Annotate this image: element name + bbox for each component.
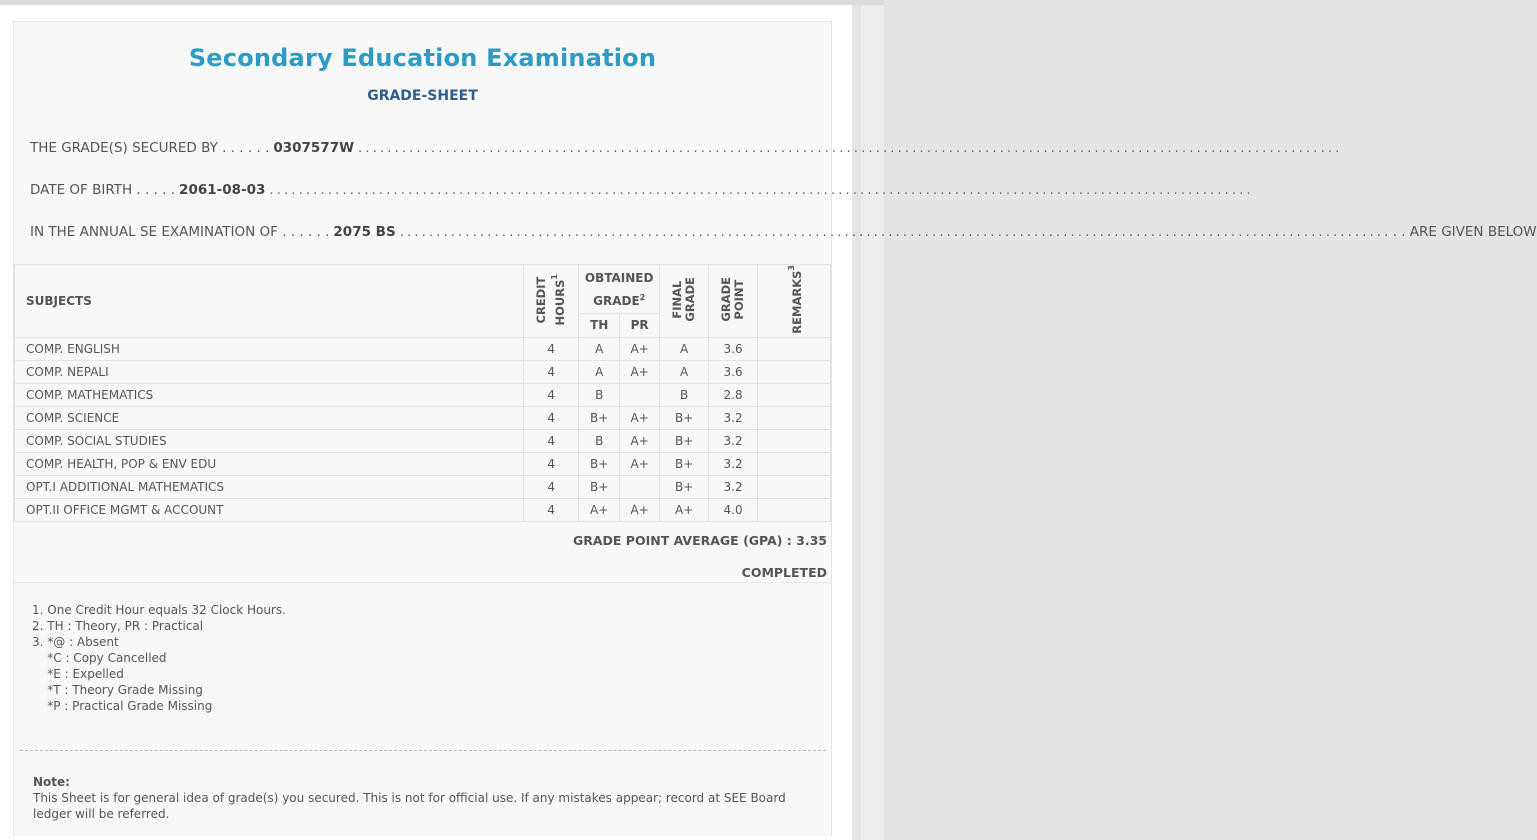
gp-cell: 3.6 xyxy=(709,360,758,383)
credit-cell: 4 xyxy=(524,498,579,521)
gpa-summary: GRADE POINT AVERAGE (GPA) : 3.35 xyxy=(572,533,827,548)
secured-by-label: THE GRADE(S) SECURED BY . . . . . . xyxy=(30,140,270,156)
pr-cell: A+ xyxy=(620,337,660,360)
pr-cell xyxy=(620,475,660,498)
footnote-item: 1. One Credit Hour equals 32 Clock Hours. xyxy=(32,603,286,617)
footnotes xyxy=(32,602,286,714)
obtained-grade-header: OBTAINED GRADE$^2$ xyxy=(579,265,660,314)
table-row xyxy=(15,383,831,406)
subject-cell: COMP. SCIENCE xyxy=(15,406,524,429)
grades-table xyxy=(14,264,831,522)
remarks-cell xyxy=(758,452,831,475)
dob-line xyxy=(30,182,1254,204)
grade-point-header: GRADE POINT xyxy=(709,265,758,338)
dotted-leader: ....................................................................................................................................... xyxy=(399,224,1385,240)
exam-year: 2075 BS xyxy=(333,224,396,240)
final-cell: A+ xyxy=(660,498,709,521)
final-cell: B+ xyxy=(660,406,709,429)
disclaimer-note xyxy=(33,774,813,822)
gp-cell: 3.2 xyxy=(709,452,758,475)
pr-cell: A+ xyxy=(620,360,660,383)
final-cell: A xyxy=(660,337,709,360)
th-cell: A+ xyxy=(579,498,620,521)
table-row xyxy=(15,452,831,475)
table-row xyxy=(15,498,831,521)
dob-value: 2061-08-03 xyxy=(179,182,266,198)
symbol-number: 0307577W xyxy=(273,140,354,156)
table-row xyxy=(15,360,831,383)
footnote-item: *P : Practical Grade Missing xyxy=(32,699,213,713)
credit-cell: 4 xyxy=(524,406,579,429)
th-cell: A xyxy=(579,360,620,383)
credit-cell: 4 xyxy=(524,429,579,452)
table-row xyxy=(15,429,831,452)
th-cell: B xyxy=(579,383,620,406)
remarks-cell xyxy=(758,360,831,383)
footnote-item: *E : Expelled xyxy=(32,667,124,681)
footnote-item: *C : Copy Cancelled xyxy=(32,651,167,665)
scrollbar-track[interactable] xyxy=(861,5,884,840)
remarks-cell xyxy=(758,383,831,406)
result-status: COMPLETED xyxy=(741,565,827,580)
remarks-cell xyxy=(758,475,831,498)
subject-cell: COMP. NEPALI xyxy=(15,360,524,383)
page-title: Secondary Education Examination xyxy=(188,44,657,72)
th-cell: B+ xyxy=(579,452,620,475)
gp-cell: 3.2 xyxy=(709,475,758,498)
dotted-leader: ....................................................................................................................................... xyxy=(269,182,1254,198)
pr-cell: A+ xyxy=(620,429,660,452)
credit-cell: 4 xyxy=(524,383,579,406)
final-cell: A xyxy=(660,360,709,383)
subject-cell: OPT.I ADDITIONAL MATHEMATICS xyxy=(15,475,524,498)
exam-line xyxy=(30,224,1537,246)
page-subtitle: GRADE-SHEET xyxy=(367,88,478,104)
subject-cell: OPT.II OFFICE MGMT & ACCOUNT xyxy=(15,498,524,521)
dashed-divider xyxy=(20,750,826,751)
table-row xyxy=(15,406,831,429)
secured-by-line xyxy=(30,140,1343,162)
th-cell: B+ xyxy=(579,475,620,498)
pr-cell: A+ xyxy=(620,498,660,521)
note-text: This Sheet is for general idea of grade(s) you secured. This is not for official use. If any mistakes appear; record at SEE Board ledger will be referred. xyxy=(33,791,786,821)
credit-cell: 4 xyxy=(524,452,579,475)
dotted-leader: ....................................................................................................................................... xyxy=(358,140,1343,156)
credit-cell: 4 xyxy=(524,337,579,360)
remarks-header: REMARKS$^3$ xyxy=(758,265,831,338)
final-cell: B+ xyxy=(660,452,709,475)
table-row xyxy=(15,337,831,360)
pr-cell: A+ xyxy=(620,406,660,429)
pr-cell xyxy=(620,383,660,406)
pr-header: PR xyxy=(620,313,660,337)
section-divider xyxy=(14,582,831,583)
remarks-cell xyxy=(758,498,831,521)
gp-cell: 2.8 xyxy=(709,383,758,406)
gp-cell: 3.2 xyxy=(709,406,758,429)
th-header: TH xyxy=(579,313,620,337)
table-row xyxy=(15,475,831,498)
gp-cell: 4.0 xyxy=(709,498,758,521)
exam-tail: . . . ARE GIVEN BELOW xyxy=(1384,224,1537,240)
final-cell: B+ xyxy=(660,475,709,498)
footnote-item: 2. TH : Theory, PR : Practical xyxy=(32,619,204,633)
final-cell: B+ xyxy=(660,429,709,452)
footnote-item: *T : Theory Grade Missing xyxy=(32,683,203,697)
th-cell: B xyxy=(579,429,620,452)
remarks-cell xyxy=(758,406,831,429)
gp-cell: 3.2 xyxy=(709,429,758,452)
subject-cell: COMP. HEALTH, POP & ENV EDU xyxy=(15,452,524,475)
subject-cell: COMP. ENGLISH xyxy=(15,337,524,360)
exam-label: IN THE ANNUAL SE EXAMINATION OF . . . . . . xyxy=(30,224,330,240)
th-cell: B+ xyxy=(579,406,620,429)
final-cell: B xyxy=(660,383,709,406)
credit-cell: 4 xyxy=(524,475,579,498)
subject-cell: COMP. MATHEMATICS xyxy=(15,383,524,406)
grade-sheet xyxy=(13,21,1537,836)
remarks-cell xyxy=(758,337,831,360)
gp-cell: 3.6 xyxy=(709,337,758,360)
subject-cell: COMP. SOCIAL STUDIES xyxy=(15,429,524,452)
pr-cell: A+ xyxy=(620,452,660,475)
footnote-item: 3. *@ : Absent xyxy=(32,635,119,649)
th-cell: A xyxy=(579,337,620,360)
credit-hours-header: CREDIT HOURS$^1$ xyxy=(524,265,579,338)
remarks-cell xyxy=(758,429,831,452)
subjects-header: SUBJECTS xyxy=(15,265,524,338)
note-heading: Note: xyxy=(33,775,70,789)
dob-label: DATE OF BIRTH . . . . . xyxy=(30,182,176,198)
credit-cell: 4 xyxy=(524,360,579,383)
final-grade-header: FINAL GRADE xyxy=(660,265,709,338)
